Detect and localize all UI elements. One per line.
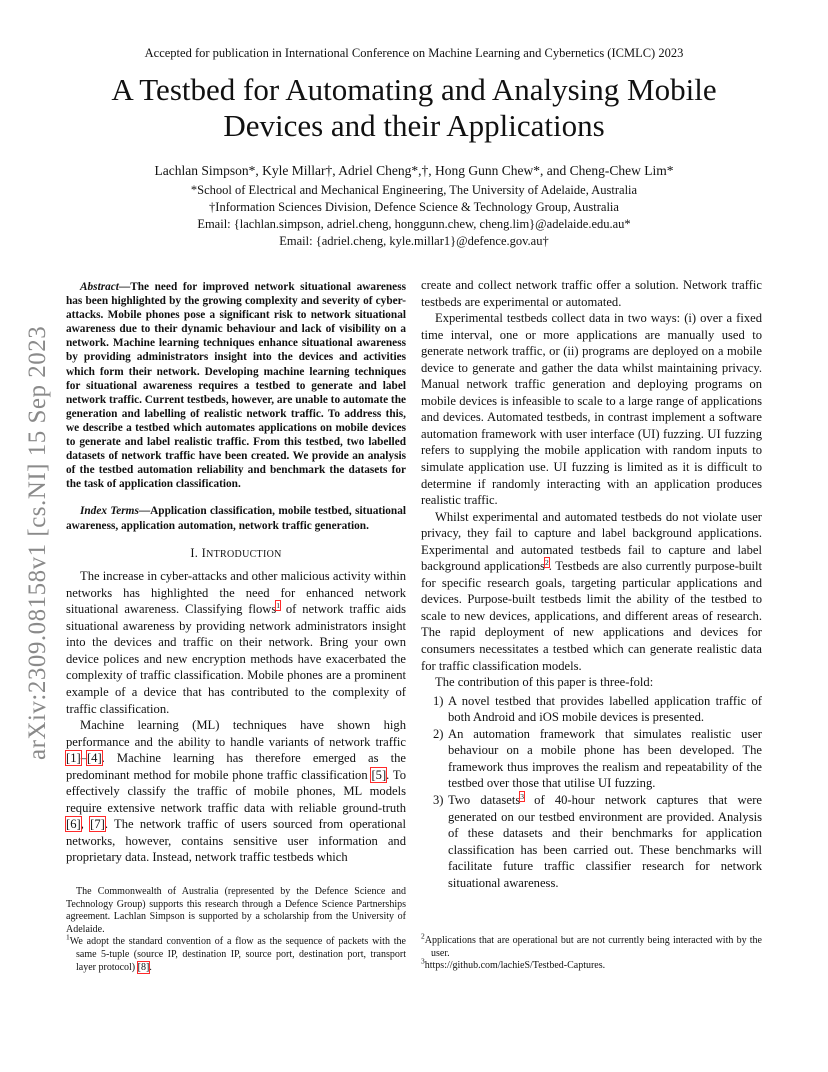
contribution-item-2 <box>421 726 762 792</box>
footnote-1-end: . <box>149 961 152 973</box>
left-column <box>66 280 406 866</box>
footnote-ref-1[interactable]: 1 <box>276 601 281 611</box>
item-number: 2) <box>433 726 444 741</box>
item-text: A novel testbed that provides labelled application traffic of both Android and iOS mobile devices is presented. <box>448 693 762 725</box>
intro-p1-rest: of network traffic aids situational awareness by providing network administrators insight into the devices and traffic on their network. Bring your own device polices and new encryption methods have exacerbated the complexity of traffic classification. Mobile phones are a prominent example of a device that has contributed to the complexity of traffic classification. <box>66 602 407 716</box>
citation-link-5[interactable]: [5] <box>371 767 387 782</box>
footnote-2-mark: 2 <box>421 931 425 941</box>
footnote-ref-3[interactable]: 3 <box>520 791 524 801</box>
abstract-text: —The need for improved network situational awareness has been highlighted by the growing complexity and severity of cyber-attacks. Mobile phones pose a significant risk to network situational awareness due to their dynamic behaviour and lack of visibility on a network. Machine learning techniques enhance situational awareness by providing administrators insight into the devices and activities which form their network. Developing machine learning techniques for situational awareness requires a testbed to generate and label network traffic. Current testbeds, however, are unable to automate the generation and labelling of realistic network traffic. To address this, we describe a testbed which automates applications on mobile devices to generate and label realistic traffic. From this testbed, two labelled datasets of network traffic have been created. We provide an analysis of the testbed automation reliability and benchmark the datasets for the task of application classification. <box>66 281 406 491</box>
intro-p2-text-c: . To effectively classify the traffic of mobile phones, ML models require extensive network traffic data with reliable ground-truth <box>66 767 406 815</box>
right-p2-text-b: . Testbeds are also currently purpose-built for specific research goals, targeting particular applications and devices. Purpose-built testbeds limit the ability of the testbed to scale to new devices, applications, and different areas of research. The rapid deployment of new applications and devices for consumers necessitates a testbed which can generate realistic data for traffic classification models. <box>421 559 762 673</box>
citation-link-6[interactable]: [6] <box>66 817 81 832</box>
contribution-intro: The contribution of this paper is three-fold: <box>435 675 654 690</box>
index-terms-text: —Application classification, mobile testbed, situational awareness, application automation, network traffic generation. <box>66 505 406 532</box>
abstract <box>66 280 406 491</box>
left-footnotes <box>66 886 406 974</box>
author-list: Lachlan Simpson*, Kyle Millar†, Adriel Cheng*,†, Hong Gunn Chew*, and Cheng-Chew Lim* <box>154 163 674 178</box>
intro-p2-text-b: . Machine learning has therefore emerged as the predominant method for mobile phone traffic classification <box>66 751 406 782</box>
section-title-initial: I <box>201 545 207 560</box>
footnote-ref-2[interactable]: 2 <box>544 558 549 568</box>
affiliation-dstg: †Information Sciences Division, Defence Science & Technology Group, Australia <box>209 200 619 214</box>
arxiv-identifier-stamp: arXiv:2309.08158v1 [cs.NI] 15 Sep 2023 <box>24 325 51 760</box>
intro-p2-text-a: Machine learning (ML) techniques have shown high performance and the ability to handle variants of network traffic <box>66 718 406 749</box>
intro-p2-text-d: . The network traffic of users sourced from operational networks, however, contains sensitive user information and proprietary data. Instead, network traffic testbeds which <box>66 817 407 865</box>
title-line-1: A Testbed for Automating and Analysing Mobile <box>111 72 717 107</box>
paper-title <box>0 72 828 144</box>
footnote-3-mark: 3 <box>421 956 425 966</box>
right-paragraph-2 <box>421 509 762 674</box>
email-defence: Email: {adriel.cheng, kyle.millar1}@defence.gov.au† <box>279 234 549 248</box>
footnote-1-mark: 1 <box>66 933 70 943</box>
footnote-3 <box>421 956 762 973</box>
item-text-b: of 40-hour network captures that were generated on our testbed environment are provided. Analysis of these datasets and their benchmarks for application classification has been carried out. These benchmarks will facilitate future traffic classifier research for network situational awareness. <box>448 792 762 890</box>
citation-link-8[interactable]: [8] <box>137 961 150 973</box>
title-line-2: Devices and their Applications <box>223 108 605 143</box>
publication-notice: Accepted for publication in International Conference on Machine Learning and Cybernetics (ICMLC) 2023 <box>144 46 684 60</box>
footnote-1-text: We adopt the standard convention of a flow as the sequence of packets with the same 5-tuple (source IP, destination IP, source port, destination port, transport layer protocol) <box>69 936 406 973</box>
intro-paragraph-2 <box>66 717 406 866</box>
footnote-1 <box>66 933 406 974</box>
contribution-item-1 <box>421 693 762 726</box>
item-number: 3) <box>433 792 444 807</box>
citation-link-1[interactable]: [1] <box>66 751 81 766</box>
right-column <box>421 277 762 891</box>
index-terms <box>66 504 406 532</box>
abstract-label: Abstract <box>80 281 119 293</box>
section-number: I. <box>190 545 199 560</box>
footnote-2-text: Applications that are operational but are not currently being interacted with by the user. <box>424 935 762 959</box>
email-adelaide: Email: {lachlan.simpson, adriel.cheng, honggunn.chew, cheng.lim}@adelaide.edu.au* <box>197 217 631 231</box>
right-p2-text-a: Whilst experimental and automated testbeds do not violate user privacy, they fail to capture and label background applications. Experimental and automated testbeds fail to capture and label background applications <box>421 509 762 574</box>
citation-range-dash: – <box>80 751 87 766</box>
section-heading-introduction <box>66 545 406 564</box>
footnote-2 <box>421 931 762 960</box>
citation-separator: , <box>80 817 91 832</box>
contribution-item-3 <box>421 792 762 891</box>
affiliation-adelaide: *School of Electrical and Mechanical Engineering, The University of Adelaide, Australia <box>190 183 638 197</box>
right-paragraph-1: Experimental testbeds collect data in two ways: (i) over a fixed time interval, one or more applications are manually used to generate network traffic, or (ii) programs are deployed on a mobile device to generate and gather the data whilst maintaining privacy. Manual network traffic generation and deploying programs on mobile devices is infeasible to scale to a large range of applications and devices. Automated testbeds, in contrast implement a software automation framework with user interface (UI) fuzzing. UI fuzzing refers to supplying the mobile application with random inputs to simulate application use. UI fuzzing is limited as it is difficult to determine if randomly interacting with an application produces realistic traffic. <box>421 311 762 508</box>
intro-p1-text: The increase in cyber-attacks and other malicious activity within networks has highlighted the need for enhanced network situational awareness. Classifying flows <box>66 569 406 617</box>
intro-paragraph-1 <box>66 568 406 717</box>
item-text: An automation framework that simulates realistic user behaviour on a mobile phone has been developed. The framework thus improves the realism and repeatability of the testbed over those that utilise UI fuzzing. <box>448 726 762 791</box>
right-footnotes <box>421 931 762 973</box>
contribution-list <box>421 693 762 892</box>
index-terms-label: Index Terms <box>80 505 139 518</box>
right-paragraph-0: create and collect network traffic offer a solution. Network traffic testbeds are experimental or automated. <box>421 278 762 309</box>
citation-link-7[interactable]: [7] <box>90 817 105 832</box>
footnote-3-link[interactable]: https://github.com/lachieS/Testbed-Captures. <box>424 960 606 972</box>
citation-link-4[interactable]: [4] <box>86 751 102 766</box>
section-title-rest: NTRODUCTION <box>206 548 282 560</box>
funding-note: The Commonwealth of Australia (represented by the Defence Science and Technology Group) supports this research through a Defence Science Partnerships agreement. Lachlan Simpson is supported by a scholarship from the University of Adelaide. <box>66 886 406 935</box>
item-number: 1) <box>433 693 444 708</box>
item-text-a: Two datasets <box>448 792 521 807</box>
